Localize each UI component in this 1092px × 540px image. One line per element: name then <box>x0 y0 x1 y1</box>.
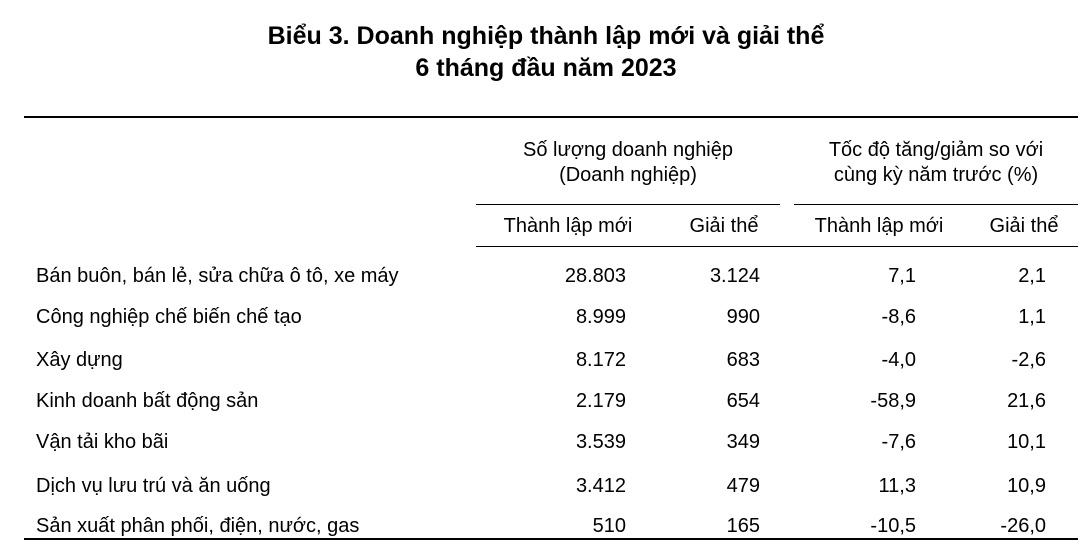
cell-new-count: 510 <box>592 515 626 537</box>
cell-dissolved-count: 165 <box>726 515 760 537</box>
cell-dissolved-rate: -2,6 <box>1011 349 1046 371</box>
cell-dissolved-rate: 21,6 <box>1007 390 1046 412</box>
cell-dissolved-rate: 2,1 <box>1018 265 1046 287</box>
header-bottom-rule <box>476 246 1078 247</box>
table-top-rule <box>24 116 1078 118</box>
cell-dissolved-count: 479 <box>726 475 760 497</box>
column-header-new-count: Thành lập mới <box>503 215 633 237</box>
cell-dissolved-count: 683 <box>726 349 760 371</box>
chart-title-line-1: Biểu 3. Doanh nghiệp thành lập mới và giải thể <box>267 22 825 50</box>
cell-new-rate: -8,6 <box>881 306 916 328</box>
column-group-rate-line-1: Tốc độ tăng/giảm so với <box>828 139 1044 161</box>
cell-new-rate: -10,5 <box>870 515 916 537</box>
row-label: Xây dựng <box>36 349 123 371</box>
cell-new-rate: 11,3 <box>878 475 916 497</box>
column-group-count-line-2: (Doanh nghiệp) <box>559 164 697 186</box>
cell-dissolved-count: 990 <box>726 306 760 328</box>
row-label: Vận tải kho bãi <box>36 431 169 453</box>
row-label: Công nghiệp chế biến chế tạo <box>36 306 302 328</box>
cell-dissolved-count: 654 <box>726 390 760 412</box>
column-header-dissolved-rate: Giải thể <box>989 215 1059 237</box>
cell-dissolved-count: 3.124 <box>709 265 760 287</box>
cell-dissolved-rate: 10,1 <box>1007 431 1046 453</box>
column-group-rate-line-2: cùng kỳ năm trước (%) <box>833 164 1039 186</box>
header-divider-right <box>794 204 1078 205</box>
header-divider-left <box>476 204 780 205</box>
row-label: Sản xuất phân phối, điện, nước, gas <box>36 515 360 537</box>
row-label: Bán buôn, bán lẻ, sửa chữa ô tô, xe máy <box>36 265 399 287</box>
cell-new-count: 2.179 <box>575 390 626 412</box>
cell-new-rate: -4,0 <box>881 349 916 371</box>
cell-new-count: 28.803 <box>564 265 626 287</box>
cell-dissolved-count: 349 <box>726 431 760 453</box>
cell-dissolved-rate: 10,9 <box>1007 475 1046 497</box>
cell-new-count: 3.412 <box>575 475 626 497</box>
cell-dissolved-rate: 1,1 <box>1018 306 1046 328</box>
cell-new-count: 8.999 <box>575 306 626 328</box>
row-label: Dịch vụ lưu trú và ăn uống <box>36 475 271 497</box>
cell-new-count: 3.539 <box>575 431 626 453</box>
cell-new-rate: -58,9 <box>870 390 916 412</box>
column-header-dissolved-count: Giải thể <box>689 215 759 237</box>
row-label: Kinh doanh bất động sản <box>36 390 259 412</box>
column-group-count-line-1: Số lượng doanh nghiệp <box>523 139 733 161</box>
column-header-new-rate: Thành lập mới <box>814 215 944 237</box>
cell-new-count: 8.172 <box>575 349 626 371</box>
chart-title-line-2: 6 tháng đầu năm 2023 <box>415 54 677 82</box>
chart-title <box>0 20 1092 84</box>
cell-dissolved-rate: -26,0 <box>1000 515 1046 537</box>
cell-new-rate: -7,6 <box>881 431 916 453</box>
cell-new-rate: 7,1 <box>888 265 916 287</box>
